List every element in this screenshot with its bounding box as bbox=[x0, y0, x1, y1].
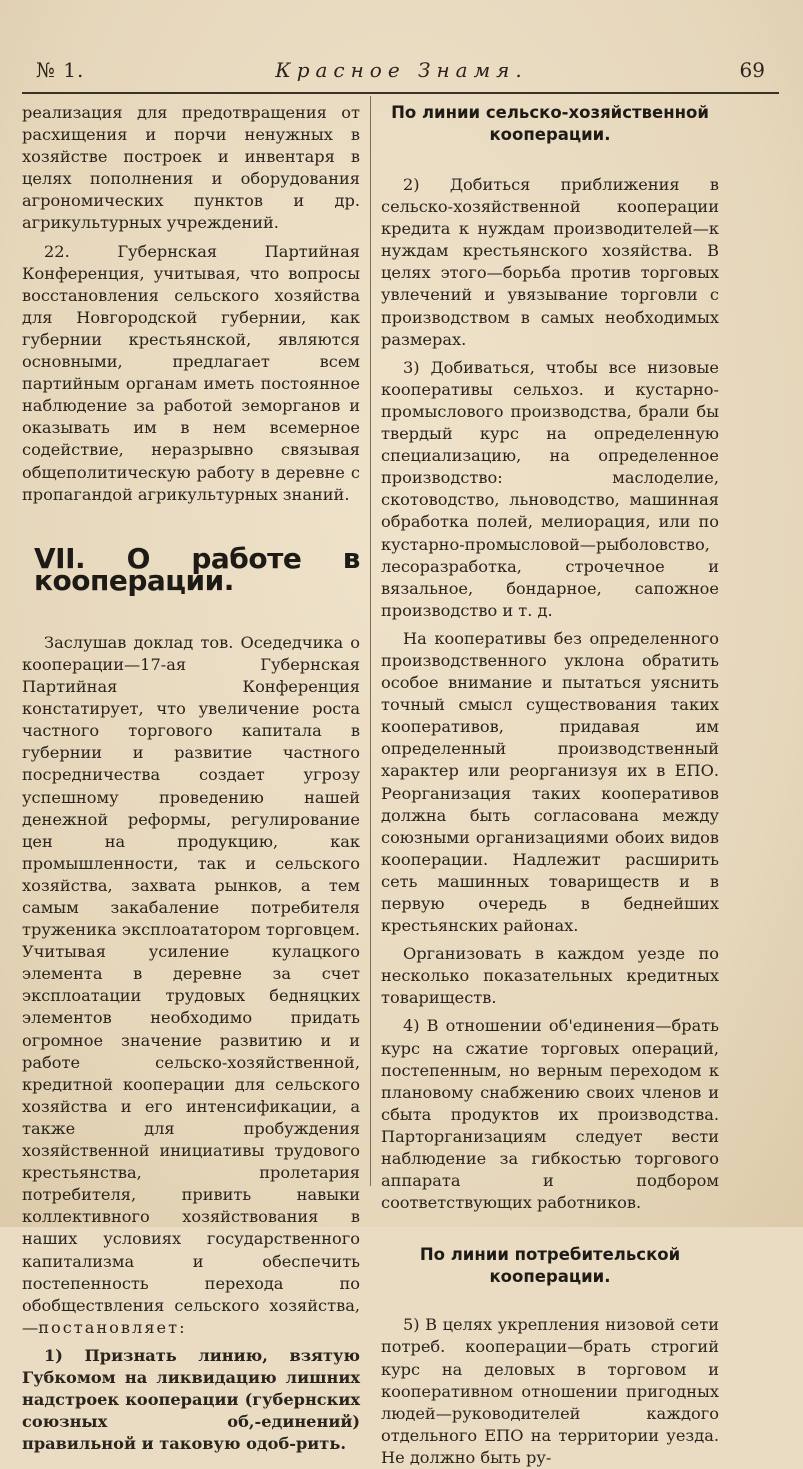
page-header bbox=[30, 58, 773, 88]
paragraph-main-text: Заслушав доклад тов. Оседедчика о кооперации—17-ая Губернская Партийная Конференция констатирует, что увеличение роста частного торгового капитала в губернии и развитие частного посредничества создает угрозу успешному проведению нашей денежной реформы, регулирование цен на продукцию, как промышленности, так и сельского хозяйства, захвата рынков, а тем самым закабаление потребителя труженика эксплоататором торговцем. Учитывая усиление кулацкого элемента в деревне за счет эксплоатации трудовых бедняцких элементов необходимо придать огромное значение развитию и и работе сельско-хозяйственной, кредитной кооперации для сельского хозяйства и его интенсификации, а также для пробуждения хозяйственной инициативы трудового крестьянства, пролетария потребителя, привить навыки коллективного хозяйствования в наших условиях государственного капитализма и обеспечить постепенность перехода по обобществления сельского хозяйства,— bbox=[22, 632, 360, 1337]
paragraph-3c: Организовать в каждом уезде по несколько показательных кредитных товариществ. bbox=[381, 944, 719, 1008]
right-column bbox=[381, 102, 719, 1469]
left-column bbox=[22, 102, 360, 1455]
subheading-agricultural-cooperation: По линии сельско-хозяйственной кооперации. bbox=[391, 103, 709, 144]
paragraph-22: 22. Губернская Партийная Конференция, учитывая, что вопросы восстановления сельского хозяйства для Новгородской губернии, как губернии крестьянской, являются основными, предлагает всем партийным органам иметь постоянное наблюдение за работой земорганов и оказывать им в нем всемерное содействие, неразрывно связывая общеполитическую работу в деревне с пропагандой агрикультурных знаний. bbox=[22, 241, 360, 504]
header-rule bbox=[22, 92, 779, 94]
page-number: 69 bbox=[739, 58, 765, 82]
paragraph-2: 2) Добиться приближения в сельско-хозяйственной кооперации кредита к нуждам производителей—к нуждам крестьянского хозяйства. В целях этого—борьба против торговых увлечений и увязывание торговли с производством в самых необходимых размерах. bbox=[381, 175, 719, 349]
paragraph-intro: реализация для предотвращения от расхищения и порчи ненужных в хозяйстве построек и инвентаря в целях пополнения и оборудования агрономических пунктов и др. агрикультурных учреждений. bbox=[22, 103, 360, 233]
paragraph-1: 1) Признать линию, взятую Губкомом на ликвидацию лишних надстроек кооперации (губернских союзных об,-единений) правильной и таковую одоб-рить. bbox=[22, 1345, 360, 1454]
resolution-word: постановляет: bbox=[38, 1317, 187, 1337]
column-divider bbox=[370, 96, 371, 1186]
issue-number: № 1. bbox=[36, 58, 85, 82]
section-heading: VII. О работе в кооперации. bbox=[34, 541, 360, 597]
paragraph-5: 5) В целях укрепления низовой сети потреб. кооперации—брать строгий курс на деловых в торговом и кооперативном отношении пригодных людей—руководителей каждого отдельного ЕПО на территории уезда. Не должно быть ру- bbox=[381, 1315, 719, 1467]
newspaper-title: Красное Знамя. bbox=[275, 58, 528, 82]
paragraph-4: 4) В отношении об'единения—брать курс на сжатие торговых операций, постепенным, но верным переходом к плановому снабжению своих членов и сбыта продуктов их производства. Парторганизациям следует вести наблюдение за гибкостью торгового аппарата и подбором соответствующих работников. bbox=[381, 1016, 719, 1213]
paragraph-3b: На кооперативы без определенного производственного уклона обратить особое внимание и пытаться уяснить точный смысл существования таких кооперативов, придавая им определенный производственный характер или реорганизуя их в ЕПО. Реорганизация таких кооперативов должна быть согласована между союзными организациями обоих видов кооперации. Надлежит расширить сеть машинных товариществ и в первую очередь в беднейших крестьянских районах. bbox=[381, 628, 719, 936]
paragraph-3: 3) Добиваться, чтобы все низовые кооперативы сельхоз. и кустарно-промыслового производства, брали бы твердый курс на определенную специализацию, на определенное производство: маслоделие, скотоводство, льноводство, машинная обработка полей, мелиорация, или по кустарно-промысловой—рыболовство, лесоразработка, строчечное и вязальное, бондарное, сапожное производство и т. д. bbox=[381, 357, 719, 620]
paragraph-main bbox=[22, 632, 360, 1339]
subheading-consumer-cooperation: По линии потребительской кооперации. bbox=[419, 1245, 681, 1287]
